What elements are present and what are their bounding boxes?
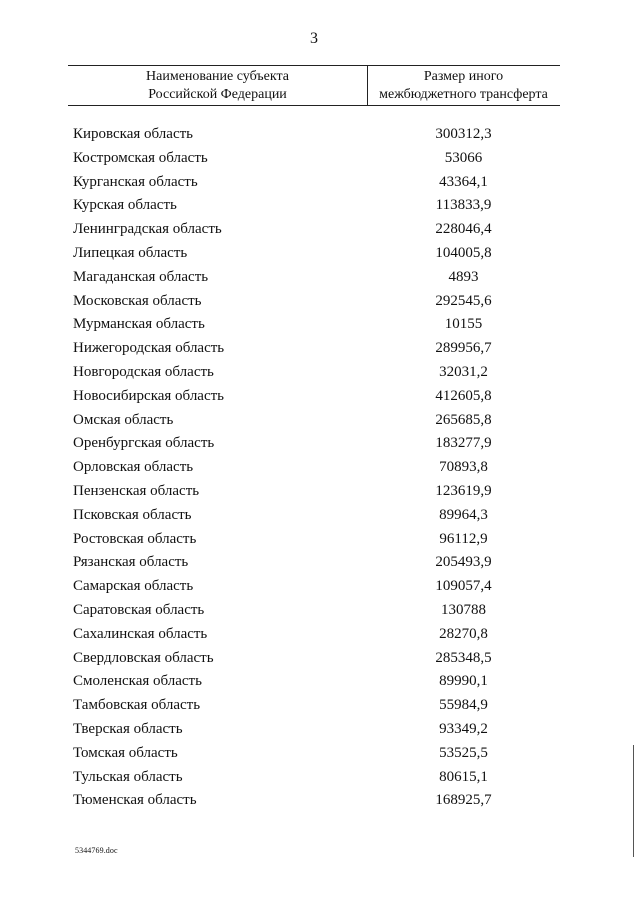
- transfer-amount: 43364,1: [439, 173, 488, 190]
- transfer-amount: 300312,3: [435, 126, 492, 142]
- table-row: [0, 647, 640, 671]
- table-row: [0, 623, 640, 647]
- transfer-amount: 130788: [441, 601, 486, 618]
- page-number: 3: [310, 30, 318, 47]
- region-name: Ленинградская область: [73, 221, 222, 238]
- transfer-amount: 53525,5: [439, 744, 488, 761]
- transfer-amount: 228046,4: [435, 221, 492, 238]
- region-name: Смоленская область: [73, 673, 202, 690]
- table-row: [0, 361, 640, 385]
- table-row: [0, 290, 640, 314]
- header-transfer-amount-line-1: Размер иного: [423, 69, 504, 84]
- transfer-amount: 109057,4: [435, 578, 492, 595]
- transfer-amount: 292545,6: [435, 292, 492, 309]
- region-name: Рязанская область: [73, 554, 189, 571]
- table-row: [0, 575, 640, 599]
- table-row: [0, 599, 640, 623]
- table-row: [0, 456, 640, 480]
- scan-edge-mark: [633, 745, 634, 857]
- table-row: [0, 313, 640, 337]
- transfer-amount: 89990,1: [439, 673, 488, 690]
- transfer-amount: 80615,1: [439, 768, 488, 785]
- header-region-name: [68, 68, 367, 104]
- table-row: [0, 670, 640, 694]
- region-name: Тамбовская область: [73, 697, 201, 714]
- transfer-amount: 28270,8: [439, 625, 488, 642]
- region-name: Псковская область: [73, 506, 192, 523]
- transfer-amount: 96112,9: [439, 530, 488, 547]
- region-name: Омская область: [73, 411, 174, 428]
- transfer-amount: 285348,5: [435, 649, 492, 666]
- header-transfer-amount: [367, 68, 560, 104]
- transfer-amount: 53066: [444, 149, 483, 166]
- table-row: [0, 409, 640, 433]
- table-row: [0, 742, 640, 766]
- table-header-rule: [68, 105, 560, 106]
- transfer-amount: 123619,9: [435, 482, 492, 499]
- region-name: Курганская область: [73, 173, 198, 190]
- table-row: [0, 171, 640, 195]
- transfer-amount: 55984,9: [439, 697, 488, 714]
- table-row: [0, 218, 640, 242]
- transfer-amount: 70893,8: [439, 459, 488, 476]
- transfer-amount: 10155: [444, 316, 483, 333]
- transfer-amount: 89964,3: [439, 506, 488, 523]
- region-name: Новосибирская область: [73, 387, 225, 404]
- header-region-name-line-1: Наименование субъекта: [146, 69, 289, 84]
- table-row: [0, 718, 640, 742]
- region-name: Нижегородская область: [73, 340, 225, 357]
- table-row: [0, 432, 640, 456]
- table-row: [0, 528, 640, 552]
- region-name: Самарская область: [73, 578, 194, 595]
- table-row: [0, 789, 640, 813]
- table-top-rule: [68, 65, 560, 66]
- transfer-amount: 205493,9: [435, 554, 492, 571]
- region-name: Орловская область: [73, 459, 194, 476]
- table-row: [0, 766, 640, 790]
- region-name: Пензенская область: [73, 482, 200, 499]
- region-name: Оренбургская область: [73, 435, 215, 452]
- region-name: Липецкая область: [73, 244, 188, 261]
- transfer-amount: 265685,8: [435, 411, 492, 428]
- region-name: Тверская область: [73, 720, 183, 737]
- transfer-amount: 104005,8: [435, 244, 492, 261]
- table-body: [0, 123, 640, 813]
- region-name: Мурманская область: [73, 316, 205, 333]
- table-row: [0, 694, 640, 718]
- table-row: [0, 385, 640, 409]
- header-region-name-line-2: Российской Федерации: [148, 87, 287, 102]
- table-row: [0, 147, 640, 171]
- region-name: Новгородская область: [73, 363, 214, 380]
- table-row: [0, 337, 640, 361]
- region-name: Московская область: [73, 292, 202, 309]
- region-name: Тульская область: [73, 768, 183, 785]
- transfer-amount: 4893: [448, 268, 479, 285]
- transfer-amount: 168925,7: [435, 792, 492, 809]
- table-row: [0, 266, 640, 290]
- region-name: Саратовская область: [73, 601, 205, 618]
- transfer-amount: 93349,2: [439, 720, 488, 737]
- table-row: [0, 123, 640, 147]
- region-name: Курская область: [73, 197, 177, 214]
- region-name: Костромская область: [73, 149, 208, 166]
- transfer-amount: 183277,9: [435, 435, 492, 452]
- table-row: [0, 194, 640, 218]
- region-name: Ростовская область: [73, 530, 197, 547]
- table-row: [0, 480, 640, 504]
- transfer-amount: 32031,2: [439, 363, 488, 380]
- transfer-amount: 113833,9: [435, 197, 492, 214]
- table-row: [0, 504, 640, 528]
- region-name: Свердловская область: [73, 649, 214, 666]
- document-filename: 5344769.doc: [75, 846, 118, 855]
- region-name: Магаданская область: [73, 268, 209, 285]
- table-row: [0, 551, 640, 575]
- header-transfer-amount-line-2: межбюджетного трансферта: [379, 87, 548, 102]
- region-name: Томская область: [73, 744, 178, 761]
- region-name: Тюменская область: [73, 792, 197, 809]
- transfer-amount: 412605,8: [435, 387, 492, 404]
- region-name: Сахалинская область: [73, 625, 208, 642]
- region-name: Кировская область: [73, 126, 194, 142]
- transfer-amount: 289956,7: [435, 340, 492, 357]
- table-row: [0, 242, 640, 266]
